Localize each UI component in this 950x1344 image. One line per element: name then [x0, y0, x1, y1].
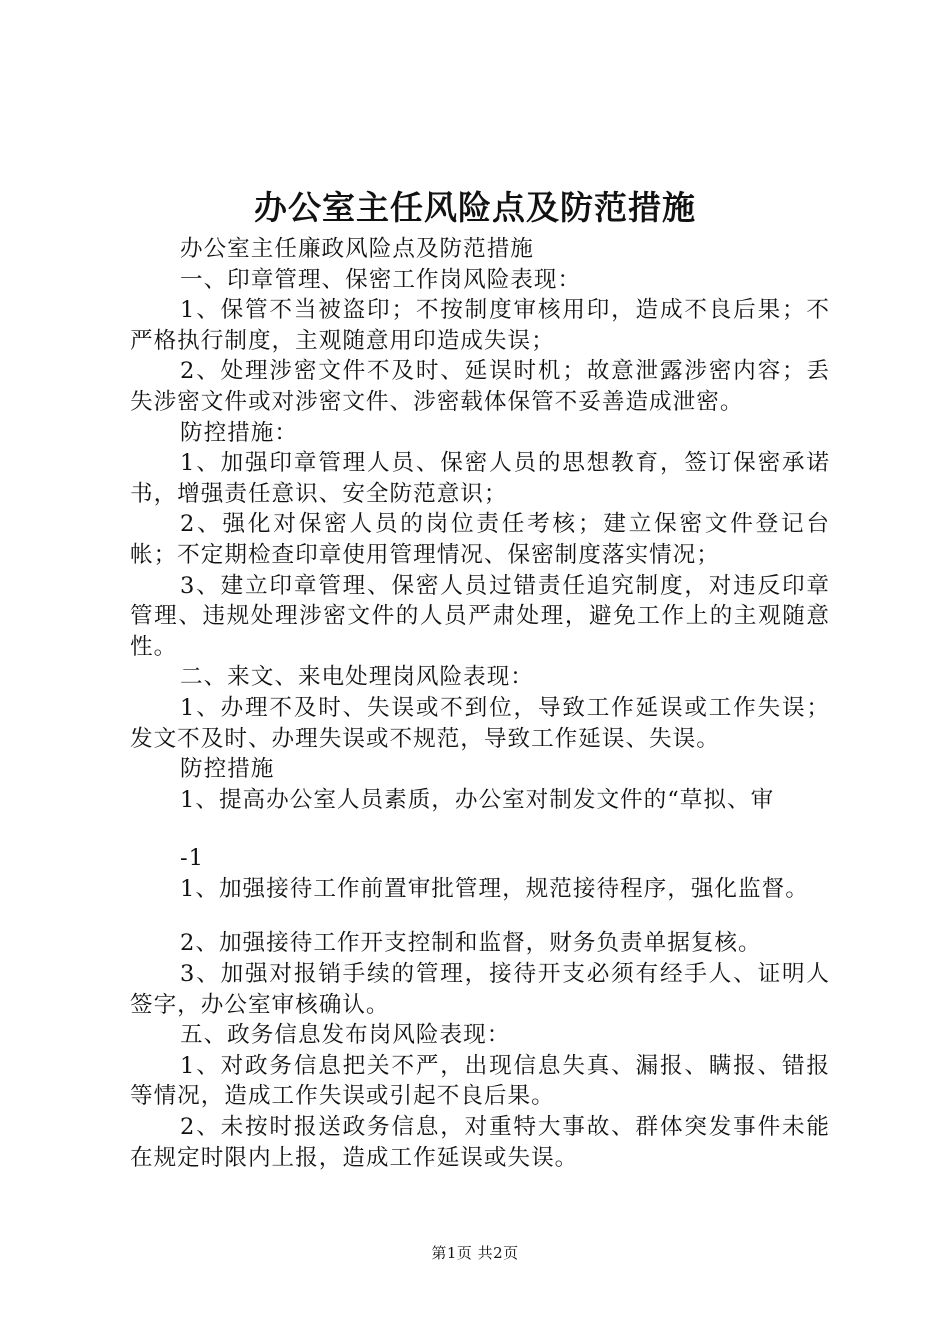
section-heading: 防控措施: [180, 756, 275, 783]
section-heading: 二、来文、来电处理岗风险表现：: [180, 664, 534, 691]
section-heading: 五、政务信息发布岗风险表现：: [180, 1022, 511, 1049]
section-heading: 一、印章管理、保密工作岗风险表现：: [180, 266, 582, 293]
paragraph: 1、提高办公室人员素质，办公室对制发文件的“草拟、审: [180, 786, 775, 813]
paragraph: 1、保管不当被盗印；不按制度审核用印，造成不良后果；不严格执行制度，主观随意用印造成失误；: [130, 297, 830, 354]
page-footer: 第1页 共2页: [431, 1244, 519, 1262]
paragraph: 2、处理涉密文件不及时、延误时机；故意泄露涉密内容；丢失涉密文件或对涉密文件、涉密载体保管不妥善造成泄密。: [130, 358, 830, 415]
paragraph: 3、加强对报销手续的管理，接待开支必须有经手人、证明人签字，办公室审核确认。: [130, 961, 830, 1018]
paragraph: 1、加强印章管理人员、保密人员的思想教育，签订保密承诺书，增强责任意识、安全防范意识；: [130, 450, 830, 507]
document-body: [130, 234, 830, 1173]
paragraph: 1、加强接待工作前置审批管理，规范接待程序，强化监督。: [180, 875, 809, 902]
spacer: [130, 904, 830, 928]
paragraph: 2、加强接待工作开支控制和监督，财务负责单据复核。: [180, 930, 762, 957]
section-heading: 防控措施：: [180, 419, 298, 446]
document-title: 办公室主任风险点及防范措施: [254, 188, 696, 227]
spacer: [130, 815, 830, 843]
paragraph: 1、对政务信息把关不严，出现信息失真、漏报、瞒报、错报等情况，造成工作失误或引起不良后果。: [130, 1052, 830, 1110]
paragraph: 2、未按时报送政务信息，对重特大事故、群体突发事件未能在规定时限内上报，造成工作延误或失误。: [130, 1114, 830, 1171]
paragraph: 3、建立印章管理、保密人员过错责任追究制度，对违反印章管理、违规处理涉密文件的人员严肃处理，避免工作上的主观随意性。: [130, 572, 830, 660]
paragraph: 2、强化对保密人员的岗位责任考核；建立保密文件登记台帐；不定期检查印章使用管理情况、保密制度落实情况；: [130, 511, 830, 568]
paragraph: 办公室主任廉政风险点及防范措施: [180, 236, 534, 262]
page-marker: -1: [180, 845, 205, 872]
paragraph: 1、办理不及时、失误或不到位，导致工作延误或工作失误；发文不及时、办理失误或不规范，导致工作延误、失误。: [130, 694, 830, 752]
